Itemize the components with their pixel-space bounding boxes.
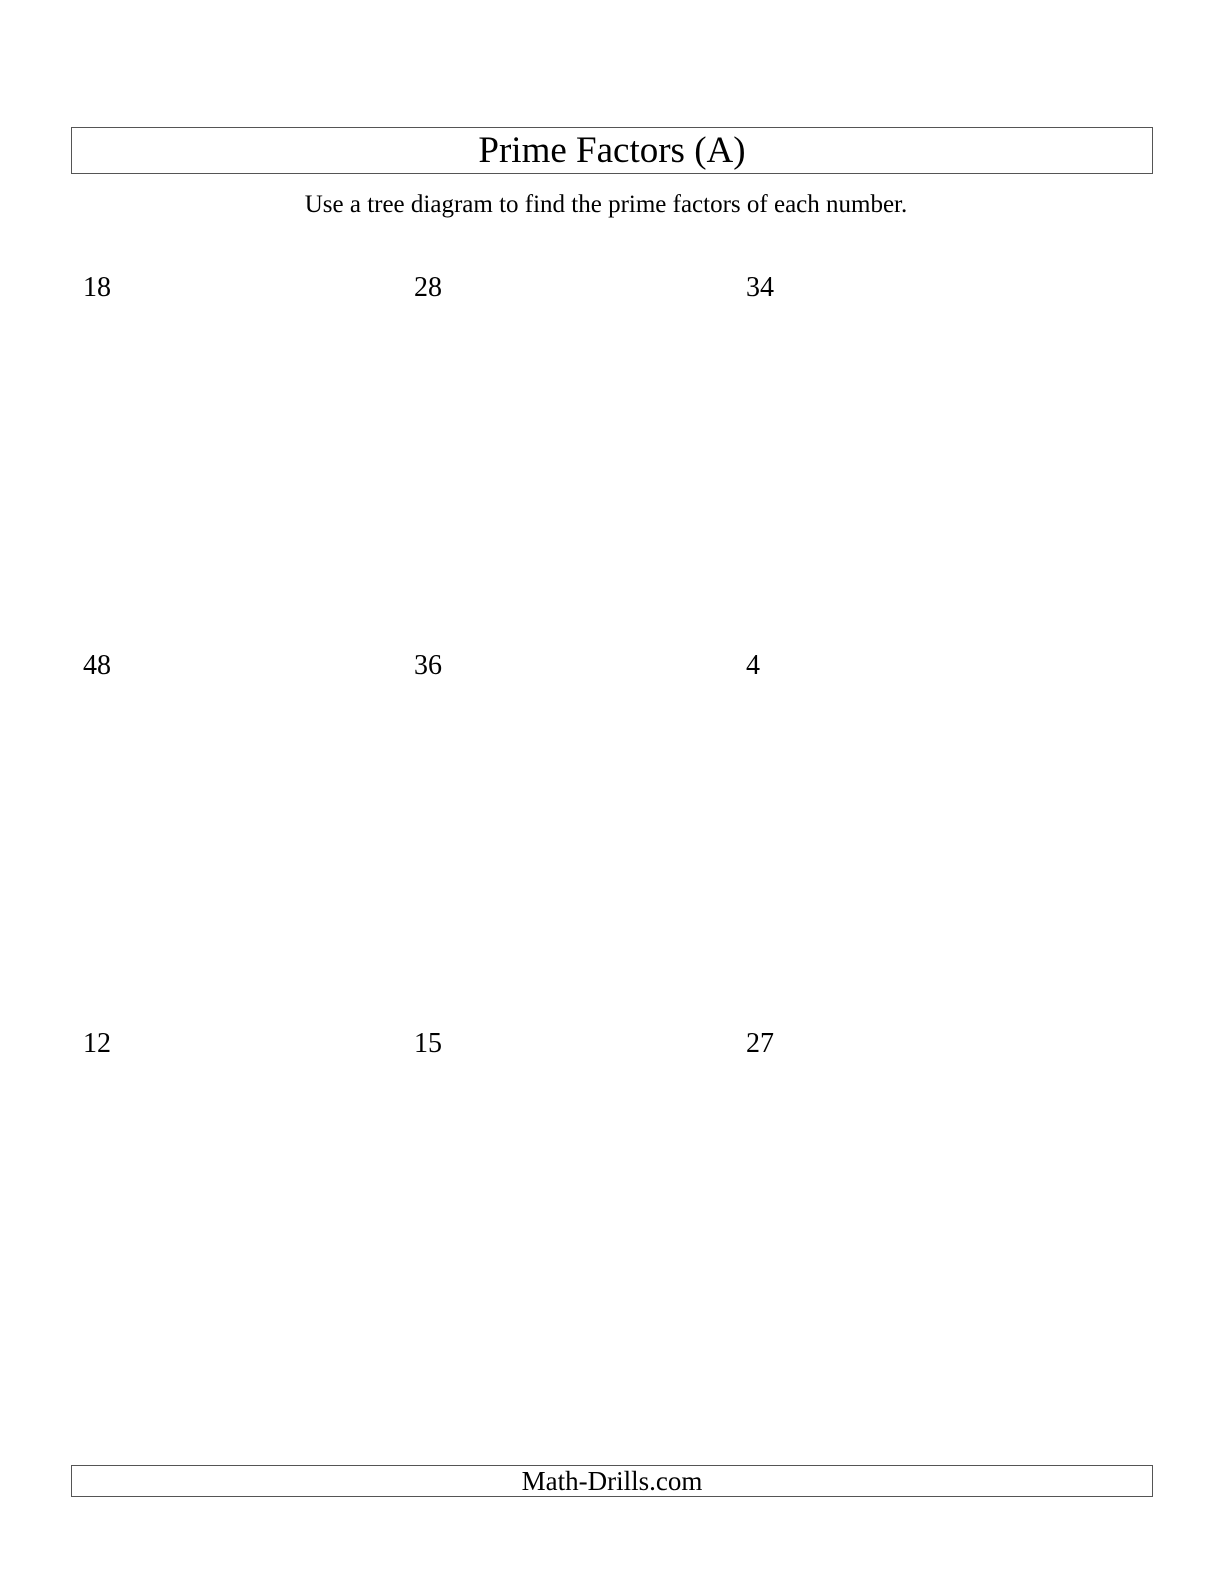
- problem-number: 36: [414, 650, 442, 681]
- problem-number: 27: [746, 1028, 774, 1059]
- footer-box: [71, 1465, 1153, 1497]
- problem-number: 34: [746, 272, 774, 303]
- problem-number: 15: [414, 1028, 442, 1059]
- instructions: Use a tree diagram to find the prime factors of each number.: [304, 191, 908, 218]
- problem-number: 48: [83, 650, 111, 681]
- problem-number: 28: [414, 272, 442, 303]
- problem-number: 12: [83, 1028, 111, 1059]
- title-box: [71, 127, 1153, 174]
- page-title: Prime Factors (A): [478, 130, 746, 171]
- problem-number: 4: [746, 650, 760, 681]
- footer-site-label: Math-Drills.com: [521, 1465, 703, 1496]
- problem-number: 18: [83, 272, 111, 303]
